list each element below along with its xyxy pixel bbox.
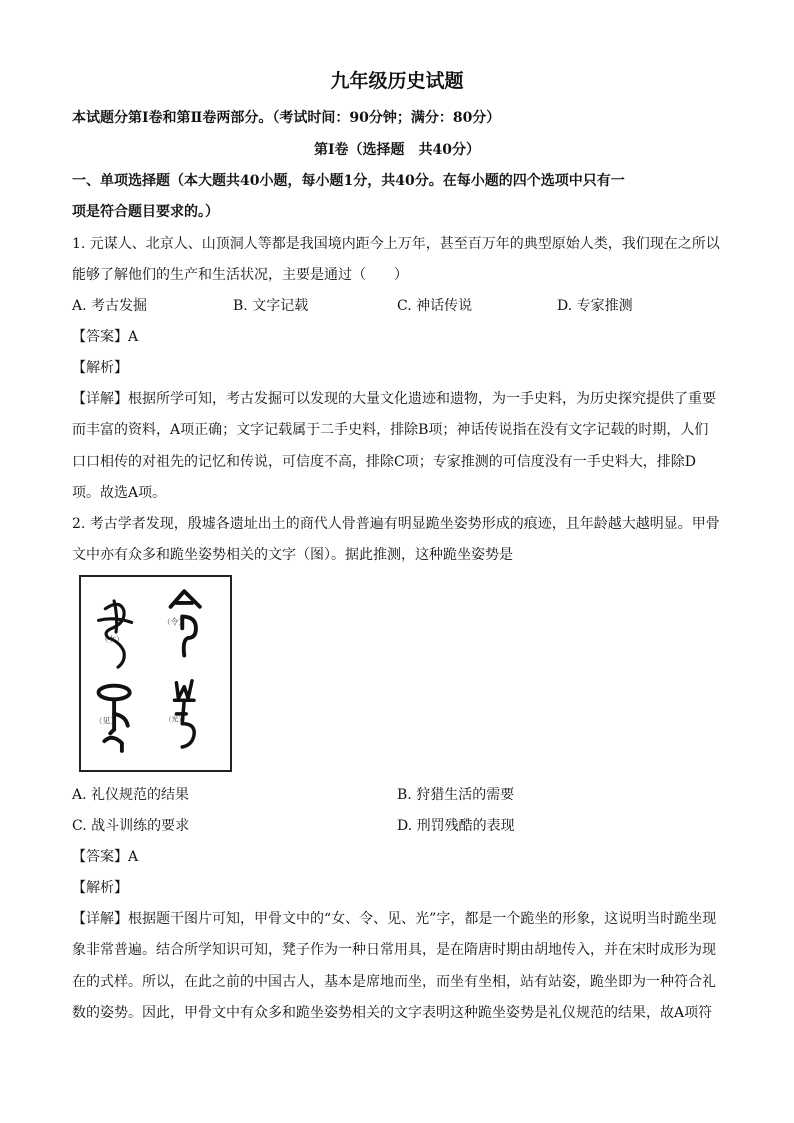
q2-option-d: D. 刑罚残酷的表现 — [397, 818, 515, 834]
instructions-line-2: 项是符合题目要求的。） — [72, 204, 219, 220]
q1-analysis-label: 【解析】 — [72, 360, 128, 376]
q2-analysis-label: 【解析】 — [72, 880, 128, 896]
exam-intro: 本试题分第Ⅰ卷和第Ⅱ卷两部分。（考试时间：90分钟；满分：80分） — [72, 110, 501, 126]
q2-option-c: C. 战斗训练的要求 — [72, 818, 190, 834]
q2-detail-line-2: 象非常普遍。结合所学知识可知，凳子作为一种日常用具，是在隋唐时期由胡地传入，并在宋时成形为现 — [72, 942, 716, 958]
q1-stem-line-1: 1. 元谋人、北京人、山顶洞人等都是我国境内距今上万年，甚至百万年的典型原始人类，我们现在之所以 — [72, 236, 720, 252]
q2-detail-line-4: 数的姿势。因此，甲骨文中有众多和跪坐姿势相关的文字表明这种跪坐姿势是礼仪规范的结果，故A项符 — [72, 1005, 713, 1021]
q1-detail-line-3: 口口相传的对祖先的记忆和传说，可信度不高，排除C项；专家推测的可信度没有一手史料大，排除D — [72, 454, 696, 470]
oracle-glyph-guang — [174, 681, 194, 747]
oracle-bone-characters-image — [81, 577, 230, 770]
q1-detail-line-1: 【详解】根据所学可知，考古发掘可以发现的大量文化遗迹和遗物，为一手史料，为历史探究提供了重要 — [72, 391, 716, 407]
q1-answer: 【答案】A — [72, 329, 139, 345]
q1-option-d: D. 专家推测 — [557, 298, 633, 314]
q2-option-b: B. 狩猎生活的需要 — [397, 787, 515, 803]
instructions-line-1: 一、单项选择题（本大题共40小题，每小题1分，共40分。在每小题的四个选项中只有一 — [72, 173, 625, 189]
q1-option-a: A. 考古发掘 — [72, 298, 148, 314]
section-heading: 第Ⅰ卷（选择题 共40分） — [313, 142, 481, 158]
q2-stem-line-1: 2. 考古学者发现，殷墟各遗址出土的商代人骨普遍有明显跪坐姿势形成的痕迹，且年龄越大越明显。甲骨 — [72, 516, 720, 532]
q2-detail-line-3: 在的式样。所以，在此之前的中国古人，基本是席地而坐，而坐有坐相，站有站姿，跪坐即为一种符合礼 — [72, 974, 716, 990]
q1-detail-line-2: 而丰富的资料，A项正确；文字记载属于二手史料，排除B项；神话传说指在没有文字记载的时期，人们 — [72, 422, 709, 438]
q2-stem-line-2: 文中亦有众多和跪坐姿势相关的文字（图）。据此推测，这种跪坐姿势是 — [72, 547, 513, 563]
glyph-label-guang: （光） — [164, 715, 186, 724]
q2-answer: 【答案】A — [72, 849, 139, 865]
oracle-bone-figure — [79, 575, 232, 772]
glyph-label-jian: （见） — [94, 716, 118, 726]
q2-option-a: A. 礼仪规范的结果 — [72, 787, 190, 803]
glyph-label-nv: （女） — [100, 634, 124, 644]
q1-option-b: B. 文字记载 — [233, 298, 309, 314]
page-title: 九年级历史试题 — [330, 70, 464, 92]
glyph-label-ling: （令） — [162, 617, 187, 627]
q1-option-c: C. 神话传说 — [397, 298, 473, 314]
q1-stem-line-2: 能够了解他们的生产和生活状况，主要是通过（ ） — [72, 267, 408, 283]
q2-detail-line-1: 【详解】根据题干图片可知，甲骨文中的“女、令、见、光”字，都是一个跪坐的形象，这说明当时跪坐现 — [72, 911, 717, 927]
q1-detail-line-4: 项。故选A项。 — [72, 485, 167, 501]
